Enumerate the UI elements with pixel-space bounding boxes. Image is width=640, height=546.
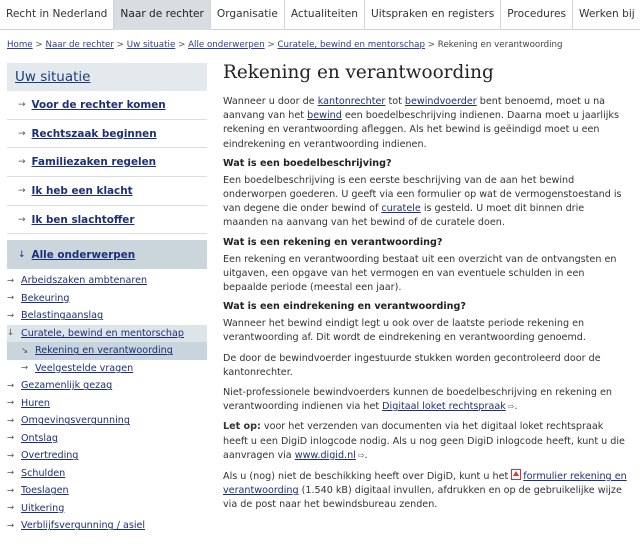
link-kantonrechter[interactable]: kantonrechter bbox=[317, 96, 386, 107]
breadcrumb bbox=[7, 40, 563, 50]
arrow-right-icon: → bbox=[7, 415, 15, 426]
topic-label: Belastingaanslag bbox=[21, 310, 104, 322]
tab-organisatie[interactable]: Organisatie bbox=[211, 0, 285, 30]
topic-item[interactable] bbox=[7, 377, 207, 395]
topic-label: Veelgestelde vragen bbox=[35, 362, 134, 374]
paragraph: Niet-professionele bewindvoerders kunnen de boedelbeschrijving en rekening en verantwoording indienen via het Digitaal loket rechtspraak ⇨. bbox=[223, 387, 612, 413]
topic-label: Rekening en verantwoording bbox=[35, 345, 173, 357]
arrow-right-icon: → bbox=[21, 363, 29, 374]
breadcrumb-curatele[interactable]: Curatele, bewind en mentorschap bbox=[277, 40, 425, 50]
link-bewindvoerder[interactable]: bewindvoerder bbox=[404, 96, 477, 107]
topic-label: Toeslagen bbox=[21, 485, 69, 497]
arrow-right-icon: → bbox=[18, 214, 26, 225]
sidebar-item-voor-de-rechter-komen[interactable] bbox=[7, 91, 207, 120]
sidebar-item-familiezaken-regelen[interactable] bbox=[7, 148, 207, 177]
arrow-right-icon: → bbox=[18, 99, 26, 110]
topic-label: Bekeuring bbox=[21, 292, 70, 304]
topic-item[interactable] bbox=[7, 395, 207, 413]
topic-label: Curatele, bewind en mentorschap bbox=[21, 327, 184, 339]
breadcrumb-separator: > bbox=[427, 40, 436, 50]
sidebar-item-label: Ik heb een klacht bbox=[31, 184, 133, 197]
sidebar-item-label: Familiezaken regelen bbox=[31, 156, 157, 169]
arrow-right-icon: → bbox=[7, 485, 15, 496]
topic-child-rekening-en-verantwoording[interactable] bbox=[7, 342, 207, 360]
topic-item[interactable] bbox=[7, 482, 207, 500]
arrow-right-icon: → bbox=[7, 275, 15, 286]
topic-item[interactable] bbox=[7, 430, 207, 448]
topic-item[interactable] bbox=[7, 500, 207, 518]
arrow-right-icon: → bbox=[18, 185, 26, 196]
sidebar-item-label: Ik ben slachtoffer bbox=[31, 213, 135, 226]
let-op-label: Let op: bbox=[223, 421, 261, 433]
external-link-icon: ⇨ bbox=[507, 402, 515, 412]
link-digid[interactable]: www.digid.nl bbox=[294, 449, 356, 461]
topic-label: Gezamenlijk gezag bbox=[21, 380, 113, 392]
breadcrumb-separator: > bbox=[35, 40, 43, 50]
topic-label: Overtreding bbox=[21, 450, 79, 462]
topic-child-veelgestelde-vragen[interactable] bbox=[7, 360, 207, 378]
tab-werken-bij[interactable]: Werken bij bbox=[573, 0, 640, 30]
external-link-icon: ⇨ bbox=[357, 450, 365, 460]
tab-recht-in-nederland[interactable]: Recht in Nederland bbox=[0, 0, 114, 30]
arrow-right-icon: → bbox=[7, 450, 15, 461]
breadcrumb-separator: > bbox=[267, 40, 275, 50]
topic-item[interactable] bbox=[7, 307, 207, 325]
arrow-right-icon: → bbox=[7, 433, 15, 444]
arrow-right-icon: → bbox=[7, 520, 15, 531]
breadcrumb-home[interactable]: Home bbox=[7, 40, 33, 50]
paragraph: Als u (nog) niet de beschikking heeft over DigiD, kunt u het formulier rekening en verantwoording (1.540 kB) digitaal invullen, afdrukken en op de gebruikelijke wijze via de post naar het bewindsbureau zenden. bbox=[223, 471, 627, 511]
topic-item-curatele[interactable] bbox=[7, 325, 207, 343]
intro-paragraph: Wanneer u door de kantonrechter tot bewindvoerder bent benoemd, moet u na aanvang van het bewind een boedelbeschrijving indienen. Daarna moet u jaarlijks rekening en verantwoording afleggen. Als het bewind is geëindigd moet u een eindrekening en verantwoording indienen. bbox=[223, 96, 619, 150]
main-content bbox=[223, 62, 631, 519]
breadcrumb-separator: > bbox=[116, 40, 124, 50]
section-heading: Wat is een boedelbeschrijving? bbox=[223, 157, 392, 169]
topic-label: Verblijfsvergunning / asiel bbox=[21, 520, 146, 532]
page-title: Rekening en verantwoording bbox=[223, 62, 494, 83]
topic-item[interactable] bbox=[7, 447, 207, 465]
link-formulier-rekening[interactable]: formulier rekening en verantwoording bbox=[223, 471, 627, 497]
sidebar-item-label: Alle onderwerpen bbox=[31, 248, 136, 261]
sidebar-item-ik-ben-slachtoffer[interactable] bbox=[7, 206, 207, 235]
tab-procedures[interactable]: Procedures bbox=[501, 0, 573, 30]
arrow-right-icon: → bbox=[7, 293, 15, 304]
arrow-right-icon: → bbox=[7, 468, 15, 479]
link-curatele[interactable]: curatele bbox=[381, 203, 421, 215]
topic-label: Huren bbox=[21, 397, 51, 409]
section-heading: Wat is een rekening en verantwoording? bbox=[223, 236, 443, 248]
arrow-right-icon: → bbox=[7, 380, 15, 391]
top-navigation bbox=[0, 0, 640, 30]
section-heading: Wat is een eindrekening en verantwoording? bbox=[223, 301, 466, 313]
sidebar-item-label: Rechtszaak beginnen bbox=[31, 127, 157, 140]
arrow-right-icon: → bbox=[18, 128, 26, 139]
arrow-down-right-icon: ↘ bbox=[21, 345, 29, 356]
topic-item[interactable] bbox=[7, 517, 207, 535]
breadcrumb-separator: > bbox=[178, 40, 186, 50]
link-bewind[interactable]: bewind bbox=[307, 110, 342, 122]
tab-uitspraken-en-registers[interactable]: Uitspraken en registers bbox=[365, 0, 501, 30]
arrow-down-icon: ↓ bbox=[7, 328, 15, 339]
sidebar bbox=[7, 63, 207, 535]
pdf-icon bbox=[511, 469, 521, 480]
sidebar-item-alle-onderwerpen[interactable] bbox=[7, 240, 207, 269]
topic-label: Uitkering bbox=[21, 502, 65, 514]
topic-list bbox=[7, 272, 207, 535]
sidebar-title[interactable]: Uw situatie bbox=[7, 63, 207, 91]
breadcrumb-naar-de-rechter[interactable]: Naar de rechter bbox=[45, 40, 114, 50]
sidebar-item-label: Voor de rechter komen bbox=[31, 98, 166, 111]
topic-label: Schulden bbox=[21, 467, 66, 479]
tab-actualiteiten[interactable]: Actualiteiten bbox=[285, 0, 365, 30]
paragraph-let-op: Let op: voor het verzenden van documenten via het digitaal loket rechtspraak heeft u een DigiD inlogcode nodig. Als u nog geen DigiD inlogcode heeft, kunt u die aanvragen via www.digid.nl ⇨. bbox=[223, 421, 625, 461]
topic-label: Arbeidszaken ambtenaren bbox=[21, 275, 148, 287]
link-digitaal-loket[interactable]: Digitaal loket rechtspraak bbox=[382, 401, 506, 413]
topic-label: Omgevingsvergunning bbox=[21, 415, 130, 427]
topic-item[interactable] bbox=[7, 465, 207, 483]
sidebar-item-rechtszaak-beginnen[interactable] bbox=[7, 120, 207, 149]
arrow-right-icon: → bbox=[18, 157, 26, 168]
paragraph: Wanneer het bewind eindigt legt u ook over de laatste periode rekening en verantwoording af. Dit wordt de eindrekening en verantwoording genoemd. bbox=[223, 318, 586, 344]
arrow-right-icon: → bbox=[7, 503, 15, 514]
arrow-right-icon: → bbox=[7, 310, 15, 321]
paragraph: Een rekening en verantwoording bestaat uit een overzicht van de ontvangsten en uitgaven, een opgave van het vermogen en van eventuele schulden in een bepaalde periode (meestal een jaar). bbox=[223, 253, 617, 294]
topic-item[interactable] bbox=[7, 412, 207, 430]
tab-naar-de-rechter[interactable]: Naar de rechter bbox=[114, 0, 210, 30]
paragraph: De door de bewindvoerder ingestuurde stukken worden gecontroleerd door de kantonrechter. bbox=[223, 352, 601, 378]
sidebar-item-ik-heb-een-klacht[interactable] bbox=[7, 177, 207, 206]
arrow-down-icon: ↓ bbox=[18, 249, 26, 260]
topic-label: Ontslag bbox=[21, 432, 59, 444]
topic-item[interactable] bbox=[7, 272, 207, 290]
breadcrumb-current: Rekening en verantwoording bbox=[437, 40, 563, 50]
paragraph: Een boedelbeschrijving is een eerste beschrijving van de aan het bewind onderworpen goederen. U geeft via een formulier op wat de vermogenstoestand is van degene die onder bewind of curatele is gesteld. U moet dit binnen drie maanden na aanvang van het bewind of de curatele doen. bbox=[223, 174, 622, 229]
breadcrumb-alle-onderwerpen[interactable]: Alle onderwerpen bbox=[188, 40, 265, 50]
topic-item[interactable] bbox=[7, 290, 207, 308]
breadcrumb-uw-situatie[interactable]: Uw situatie bbox=[126, 40, 176, 50]
arrow-right-icon: → bbox=[7, 398, 15, 409]
